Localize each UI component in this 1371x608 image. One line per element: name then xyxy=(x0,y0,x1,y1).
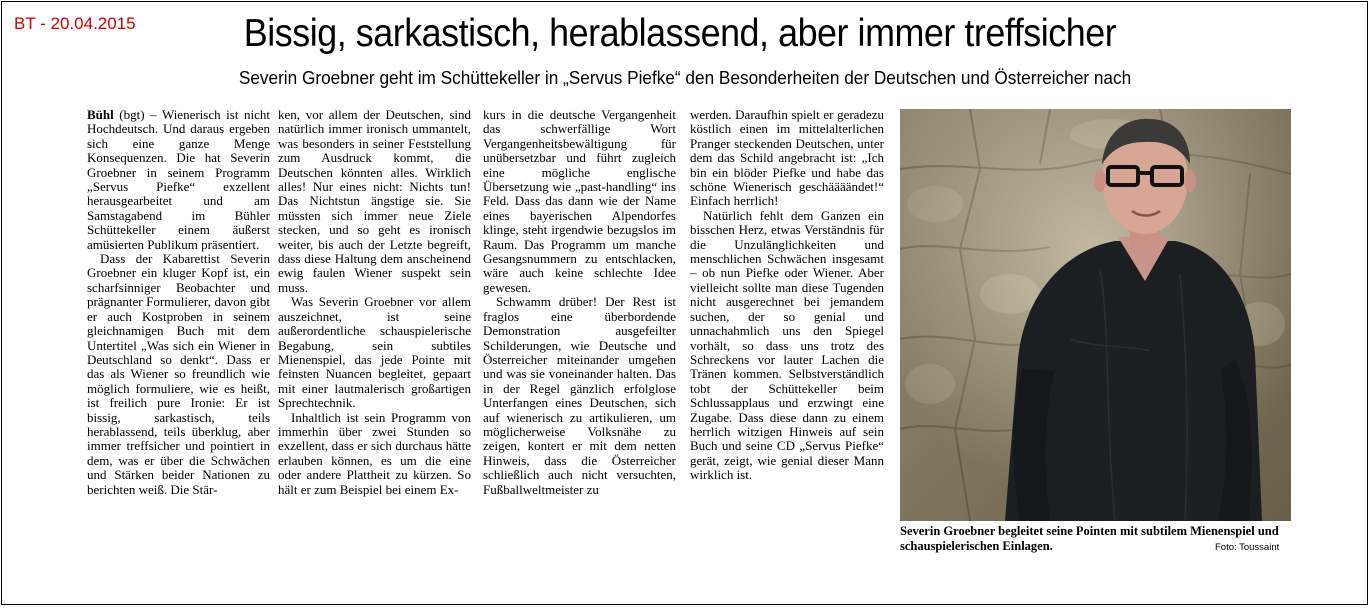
paragraph: Natürlich fehlt dem Ganzen ein bisschen Herz, etwas Verständnis für die Unzulänglichkeiten und menschlichen Schwächen insgesamt – ob nun Piefke oder Wiener. Aber vielleicht sollte man diese Tugenden nicht ausgerechnet bei jemandem suchen, der so genial und unnachahmlich uns den Spiegel vorhält, so dass uns trotz des Schreckens vor lauter Lachen die Tränen kommen. Selbstverständlich tobt der Schüttekeller beim Schlussapplaus und erzwingt eine Zugabe. Dass diese dann zu einem herrlich witzigen Hinweis auf sein Buch und seine CD „Servus Piefke“ gerät, zeigt, wie genial dieser Mann wirklich ist. xyxy=(690,207,884,483)
paragraph xyxy=(87,108,270,252)
photo-caption: Severin Groebner begleitet seine Pointen mit subtilem Mienenspiel und schauspielerischen Einlagen. xyxy=(900,524,1279,553)
performer-photo-illustration xyxy=(900,109,1291,521)
subheadline: Severin Groebner geht im Schüttekeller in „Servus Piefke“ den Besonderheiten der Deutschen und Österreicher nach xyxy=(238,67,1132,88)
article-column-4 xyxy=(690,108,884,483)
article-photo xyxy=(900,109,1291,521)
paragraph: Dass der Kabarettist Severin Groebner ein kluger Kopf ist, ein scharfsinniger Beobachter und prägnanter Formulierer, davon gibt er auch Kostproben in seinem gleichnamigen Buch mit dem Untertitel „Was sich ein Wiener in Deutschland so denkt“. Dass er das als Wiener so freundlich wie möglich formuliere, wie es heißt, ist freilich pure Ironie: Er ist bissig, sarkastisch, teils herablassend, teils überklug, aber immer treffsicher und pointiert in dem, was er über die Schwächen und Stärken beider Nationen zu berichten weiß. Die Stär- xyxy=(87,251,270,497)
headline: Bissig, sarkastisch, herablassend, aber immer treffsicher xyxy=(243,12,1117,55)
article-column-2 xyxy=(278,108,471,497)
lead-text: (bgt) – Wienerisch ist nicht Hochdeutsch. Und daraus ergeben sich eine ganze Menge Konsequenzen. Die hat Severin Groebner in seinem Programm „Servus Piefke“ exzellent herausgearbeitet und am Samstagabend im Bühler Schüttekeller einem äußerst amüsierten Publikum präsentiert. xyxy=(87,107,270,252)
paragraph: Schwamm drüber! Der Rest ist fraglos eine überbordende Demonstration ausgefeilter Schilderungen, wie Deutsche und Österreicher miteinander umgehen und was sie voneinander halten. Das in der Regel gänzlich erfolglose Unterfangen eines Deutschen, sich auf wienerisch zu artikulieren, um möglicherweise Volksnähe zu zeigen, kontert er mit dem netten Hinweis, dass die Österreicher schließlich auch nicht versuchten, Fußballweltmeister zu xyxy=(483,294,676,497)
paragraph: werden. Daraufhin spielt er geradezu köstlich einen im mittelalterlichen Pranger steckenden Deutschen, unter dem das Schild angebracht ist: „Ich bin ein blöder Piefke und habe das schöne Wienerisch geschäääändet!“ Einfach herrlich! xyxy=(690,107,884,209)
paragraph: Inhaltlich ist sein Programm von immerhin über zwei Stunden so exzellent, dass er sich durchaus hätte erlauben können, es um die eine oder andere Plattheit zu kürzen. So hält er zum Beispiel bei einem Ex- xyxy=(278,409,471,497)
dateline: Bühl xyxy=(87,107,114,122)
paragraph: ken, vor allem der Deutschen, sind natürlich immer ironisch ummantelt, was besonders in seiner Feststellung zum Ausdruck kommt, die Deutschen könnten alles. Wirklich alles! Nur eines nicht: Nichts tun! Das Nichtstun ängstige sie. Sie müssten sich immer neue Ziele stecken, und so geht es ironisch weiter, bis auch der Letzte begreift, dass diese Haltung dem anscheinend ewig faulen Wiener suspekt sein muss. xyxy=(278,107,471,295)
date-tag: BT - 20.04.2015 xyxy=(14,14,136,33)
article-column-1 xyxy=(87,108,270,497)
paragraph: Was Severin Groebner vor allem auszeichnet, ist seine außerordentliche schauspielerische Begabung, sein subtiles Mienenspiel, das jede Pointe mit feinsten Nuancen begleitet, gepaart mit einer lautmalerisch großartigen Sprechtechnik. xyxy=(278,294,471,411)
paragraph: kurs in die deutsche Vergangenheit das schwerfällige Wort Vergangenheitsbewältigung für unübersetzbar und führt zugleich eine mögliche englische Übersetzung wie „past-handling“ ins Feld. Dass das dann wie der Name eines bayerischen Alpendorfes klinge, steht irgendwie bezugslos im Raum. Das Programm um manche Gesangsnummern zu entschlacken, wäre auch keine schlechte Idee gewesen. xyxy=(483,107,676,295)
article-column-3 xyxy=(483,108,676,497)
photo-credit: Foto: Toussaint xyxy=(1215,542,1280,553)
